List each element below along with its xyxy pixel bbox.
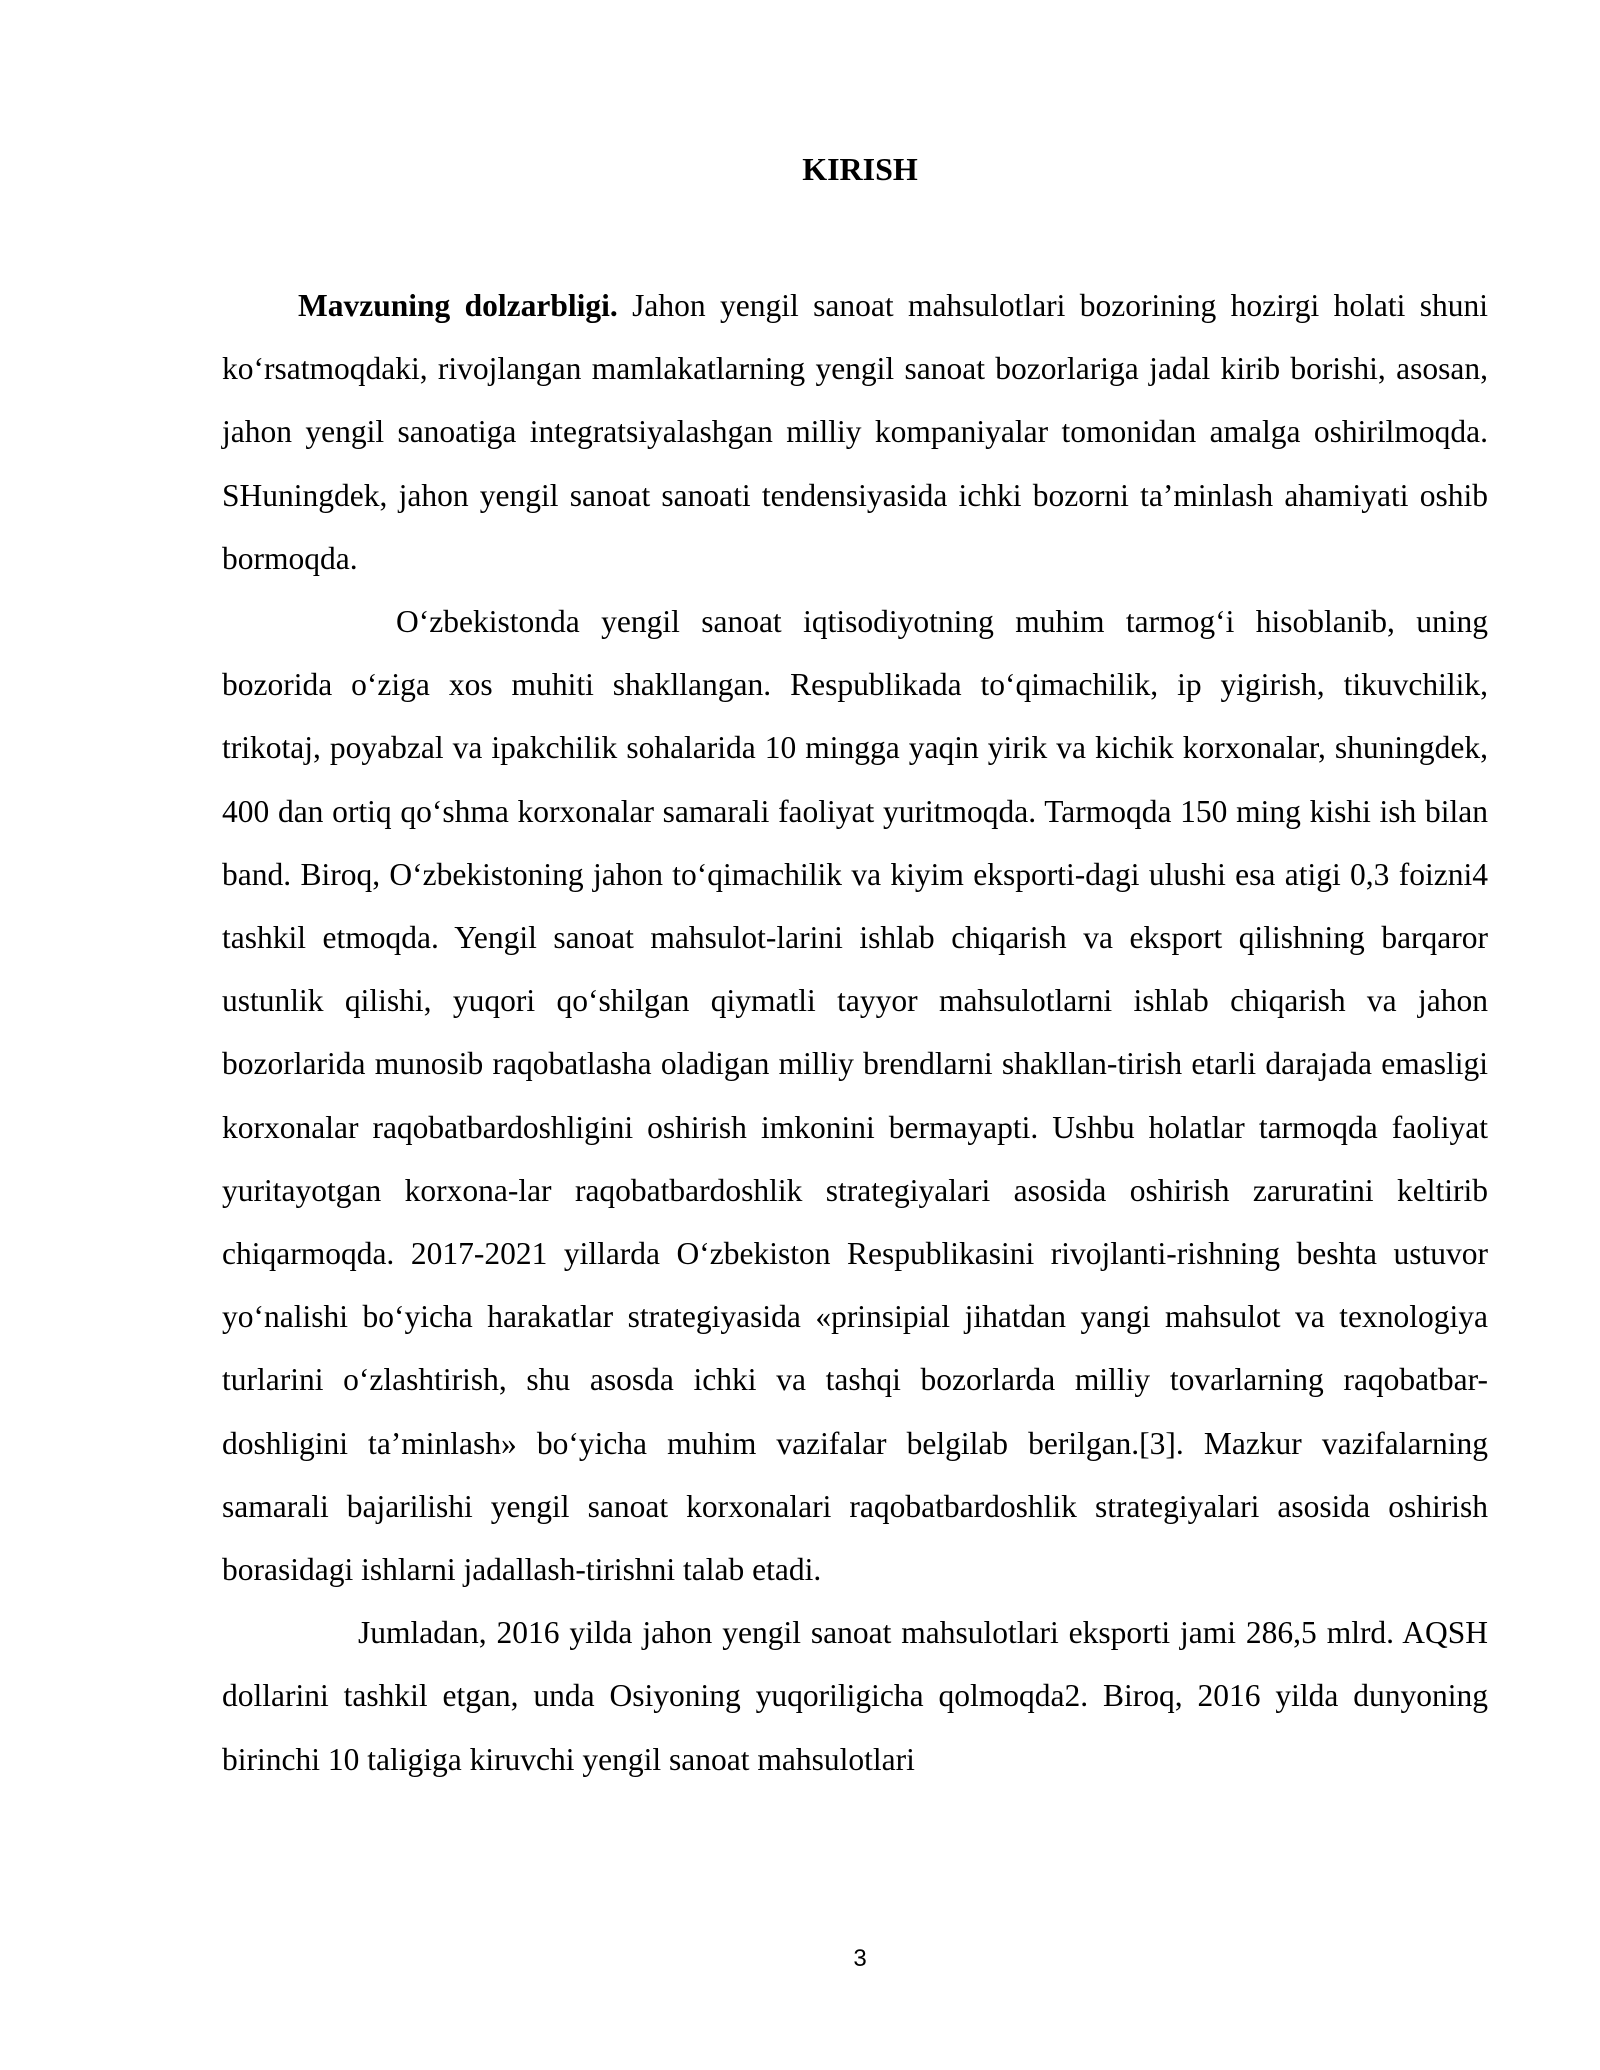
body-text — [222, 274, 1488, 1791]
paragraph-text: O‘zbekistonda yengil sanoat iqtisodiyotning muhim tarmog‘i hisoblanib, uning bozorida o‘ziga xos muhiti shakllangan. Respublikada to‘qimachilik, ip yigirish, tikuvchilik, trikotaj, poyabzal va ipakchilik sohalarida 10 mingga yaqin yirik va kichik korxonalar, shuningdek, 400 dan ortiq qo‘shma korxonalar samarali faoliyat yuritmoqda. Tarmoqda 150 ming kishi ish bilan band. Biroq, O‘zbekistoning jahon to‘qimachilik va kiyim eksporti-dagi ulushi esa atigi 0,3 foizni4 tashkil etmoqda. Yengil sanoat mahsulot-larini ishlab chiqarish va eksport qilishning barqaror ustunlik qilishi, yuqori qo‘shilgan qiymatli tayyor mahsulotlarni ishlab chiqarish va jahon bozorlarida munosib raqobatlasha oladigan milliy brendlarni shakllan-tirish etarli darajada emasligi korxonalar raqobatbardoshligini oshirish imkonini bermayapti. Ushbu holatlar tarmoqda faoliyat yuritayotgan korxona-lar raqobatbardoshlik strategiyalari asosida oshirish zaruratini keltirib chiqarmoqda. 2017-2021 yillarda O‘zbekiston Respublikasini rivojlanti-rishning beshta ustuvor yo‘nalishi bo‘yicha harakatlar strategiyasida «prinsipial jihatdan yangi mahsulot va texnologiya turlarini o‘zlashtirish, shu asosda ichki va tashqi bozorlarda milliy tovarlarning raqobatbar-doshligini ta’minlash» bo‘yicha muhim vazifalar belgilab berilgan.[3]. Mazkur vazifalarning samarali bajarilishi yengil sanoat korxonalari raqobatbardoshlik strategiyalari asosida oshirish borasidagi ishlarni jadallash-tirishni talab etadi. — [222, 604, 1488, 1588]
paragraph-text: Jumladan, 2016 yilda jahon yengil sanoat mahsulotlari eksporti jami 286,5 mlrd. AQSH dollarini tashkil etgan, unda Osiyoning yuqoriligicha qolmoqda2. Biroq, 2016 yilda dunyoning birinchi 10 taligiga kiruvchi yengil sanoat mahsulotlari — [222, 1615, 1488, 1777]
page-number: 3 — [853, 1945, 867, 1972]
paragraph-relevance — [222, 274, 1488, 590]
paragraph-uzbekistan — [222, 590, 1488, 1601]
paragraph-lead-heading: Mavzuning dolzarbligi. — [298, 288, 618, 323]
paragraph-text: Jahon yengil sanoat mahsulotlari bozorining hozirgi holati shuni ko‘rsatmoqdaki, rivojlangan mamlakatlarning yengil sanoat bozorlariga jadal kirib borishi, asosan, jahon yengil sanoatiga integratsiyalashgan milliy kompaniyalar tomonidan amalga oshirilmoqda. SHuningdek, jahon yengil sanoat sanoati tendensiyasida ichki bozorni ta’minlash ahamiyati oshib bormoqda. — [222, 288, 1489, 576]
page-title: KIRISH — [802, 151, 918, 187]
paragraph-exports — [222, 1601, 1488, 1791]
